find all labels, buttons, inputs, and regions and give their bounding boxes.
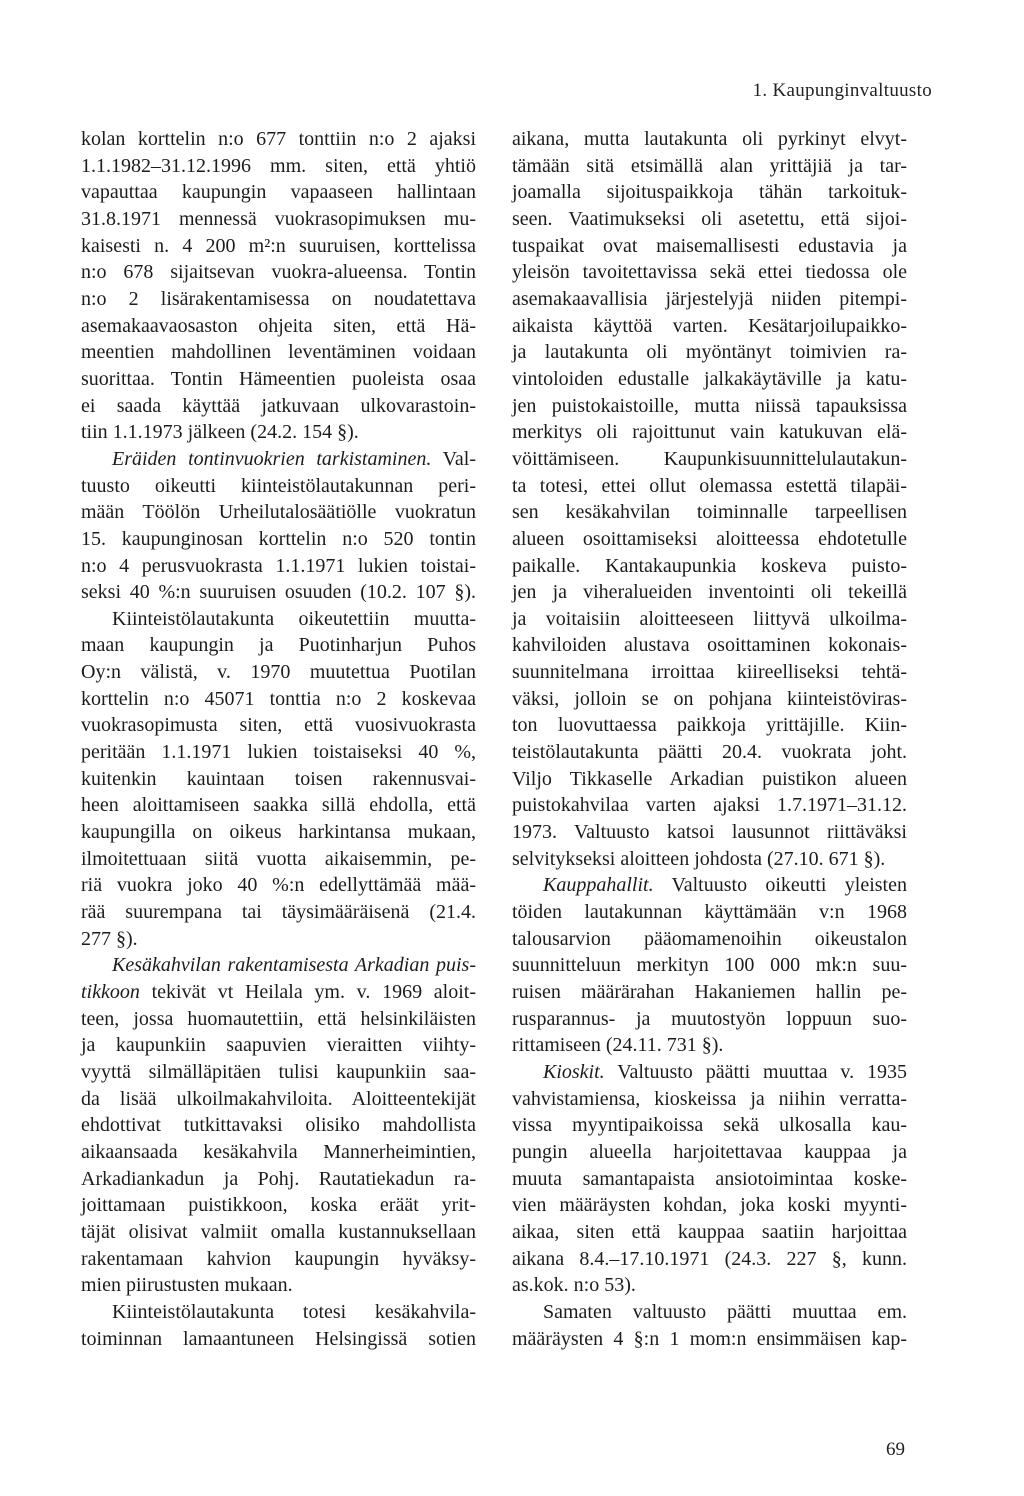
- section-heading-line: [512, 872, 907, 899]
- text-line: toiminnan lamaantuneen Helsingissä sotien: [81, 1327, 476, 1350]
- text-line: tämään sitä etsimällä alan yrittäjiä ja tar-: [512, 154, 907, 177]
- text-line: joittamaan puistikkoon, koska eräät yrit-: [81, 1194, 476, 1217]
- text-line: tuusto oikeutti kiinteistölautakunnan peri-: [81, 474, 476, 497]
- text-run: Val-: [431, 447, 476, 470]
- text-run: Valtuusto oikeutti yleisten: [653, 874, 907, 897]
- text-line: suorittaa. Tontin Hämeentien puoleista osaa: [81, 367, 476, 390]
- text-line: aikana, mutta lautakunta oli pyrkinyt elvyt-: [512, 128, 907, 150]
- text-line: meentien mahdollinen leventäminen voidaan: [81, 341, 476, 364]
- text-line: kahviloiden alustava osoittaminen kokonais-: [512, 634, 907, 657]
- right-column: [512, 126, 907, 1352]
- text-line: väksi, jolloin se on pohjana kiinteistöviras-: [512, 687, 907, 710]
- text-line: da lisää ulkoilmakahviloita. Aloitteentekijät: [81, 1087, 476, 1110]
- text-line: asemakaavaosaston ohjeita siten, että Hä-: [81, 314, 476, 337]
- text-line: n:o 2 lisärakentamisessa on noudatettava: [81, 287, 476, 310]
- section-heading: Kauppahallit.: [543, 874, 654, 897]
- text-line: aikaa, siten että kauppaa saatiin harjoittaa: [512, 1220, 907, 1243]
- text-line: vöittämiseen. Kaupunkisuunnittelulautakun-: [512, 447, 907, 470]
- text-line: muuta samantapaista ansiotoimintaa koske-: [512, 1167, 907, 1190]
- page-number: 69: [886, 1439, 905, 1460]
- text-line: seen. Vaatimukseksi oli asetettu, että sijoi-: [512, 207, 907, 230]
- text-line: yleisön tavoitettavissa sekä ettei tiedossa ole: [512, 261, 907, 284]
- text-line: joamalla sijoituspaikkoja tähän tarkoituk-: [512, 181, 907, 204]
- text-line: seksi 40 %:n suuruisen osuuden (10.2. 107 §).: [81, 581, 476, 604]
- text-line: vintoloiden edustalle jalkakäytäville ja katu-: [512, 367, 907, 390]
- text-line: mään Töölön Urheilutalosäätiölle vuokratun: [81, 501, 476, 524]
- text-line: tiin 1.1.1973 jälkeen (24.2. 154 §).: [81, 421, 359, 444]
- left-column: [81, 126, 476, 1352]
- text-line: aikaista käyttöä varten. Kesätarjoilupaikko-: [512, 314, 907, 337]
- text-line: sen kesäkahvilan toiminnalle tarpeellisen: [512, 501, 907, 524]
- section-heading: Kioskit.: [543, 1060, 605, 1083]
- text-line: teen, jossa huomautettiin, että helsinkiläisten: [81, 1007, 476, 1030]
- text-line: vapauttaa kaupungin vapaaseen hallintaan: [81, 181, 476, 204]
- text-line: tuspaikat ovat maisemallisesti edustavia ja: [512, 234, 907, 257]
- text-line: n:o 678 sijaitsevan vuokra-alueensa. Tontin: [81, 261, 476, 284]
- text-line: vien määräysten kohdan, joka koski myynti-: [512, 1194, 907, 1217]
- text-line: vuokrasopimusta siten, että vuosivuokrasta: [81, 714, 476, 737]
- text-line: ehdottivat tutkittavaksi olisiko mahdollista: [81, 1114, 476, 1137]
- section-heading-line: [81, 446, 476, 473]
- text-line: aikaansaada kesäkahvila Mannerheimintien,: [81, 1140, 476, 1163]
- text-line: rusparannus- ja muutostyön loppuun suo-: [512, 1007, 907, 1030]
- text-line: riä vuokra joko 40 %:n edellyttämää mää-: [81, 874, 476, 897]
- text-line: 1973. Valtuusto katsoi lausunnot riittäväksi: [512, 821, 907, 844]
- text-line: heen aloittamiseen saakka sillä ehdolla, että: [81, 794, 476, 817]
- text-line: 1.1.1982–31.12.1996 mm. siten, että yhtiö: [81, 154, 476, 177]
- text-line: Oy:n välistä, v. 1970 muutettua Puotilan: [81, 661, 476, 684]
- text-line: ruisen määrärahan Hakaniemen hallin pe-: [512, 981, 907, 1003]
- text-line: rakentamaan kahvion kaupungin hyväksy-: [81, 1247, 476, 1270]
- text-line: suunnitelmana irroittaa kiireelliseksi tehtä-: [512, 661, 907, 684]
- text-line: vahvistamiensa, kioskeissa ja niihin verratta-: [512, 1087, 907, 1110]
- text-line: peritään 1.1.1971 lukien toistaiseksi 40 %,: [81, 741, 476, 764]
- text-line: Samaten valtuusto päätti muuttaa em.: [543, 1300, 907, 1323]
- text-line: paikalle. Kantakaupunkia koskeva puisto-: [512, 554, 907, 577]
- text-line: määräysten 4 §:n 1 mom:n ensimmäisen kap-: [512, 1327, 907, 1350]
- text-line: täjät olisivat valmiit omalla kustannuksellaan: [81, 1220, 476, 1243]
- text-line: rittamiseen (24.11. 731 §).: [512, 1034, 724, 1057]
- text-line: selvitykseksi aloitteen johdosta (27.10. 671 §).: [512, 847, 886, 870]
- running-header: 1. Kaupunginvaltuusto: [752, 80, 932, 101]
- text-line: talousarvion pääomamenoihin oikeustalon: [512, 927, 907, 950]
- text-line: merkitys oli rajoittunut vain katukuvan elä-: [512, 421, 907, 444]
- text-line: asemakaavallisia järjestelyjä niiden pitempi-: [512, 287, 907, 310]
- text-line: ton luovuttaessa paikkoja yrittäjille. Kiin-: [512, 714, 907, 737]
- text-line: ja voitaisiin aloitteeseen liittyvä ulkoilma-: [512, 607, 907, 630]
- text-line: n:o 4 perusvuokrasta 1.1.1971 lukien toistai-: [81, 554, 476, 577]
- text-line: jen puistokaistoille, mutta niissä tapauksissa: [512, 394, 907, 417]
- text-line: alueen osoittamiseksi aloitteessa ehdotetulle: [512, 527, 907, 550]
- text-line: kaupungilla on oikeus harkintansa mukaan,: [81, 821, 476, 844]
- text-line: aikana 8.4.–17.10.1971 (24.3. 227 §, kunn.: [512, 1247, 907, 1270]
- section-heading: Kesäkahvilan rakentamisesta Arkadian puis-: [112, 954, 476, 977]
- text-line: töiden lautakunnan käyttämään v:n 1968: [512, 901, 907, 924]
- text-line: jen ja viheralueiden inventointi oli tekeillä: [512, 581, 907, 604]
- text-run: Valtuusto päätti muuttaa v. 1935: [604, 1060, 907, 1083]
- text-line: vissa myyntipaikoissa sekä ulkosalla kau-: [512, 1114, 907, 1137]
- text-line: rää suurempana tai täysimääräisenä (21.4.: [81, 901, 476, 924]
- text-line: 15. kaupunginosan korttelin n:o 520 tontin: [81, 527, 476, 550]
- text-line: 31.8.1971 mennessä vuokrasopimuksen mu-: [81, 207, 476, 230]
- text-line: teistölautakunta päätti 20.4. vuokrata joht.: [512, 741, 907, 764]
- text-line: korttelin n:o 45071 tonttia n:o 2 koskevaa: [81, 687, 476, 710]
- text-line: maan kaupungin ja Puotinharjun Puhos: [81, 634, 476, 657]
- text-line: ja kaupunkiin saapuvien vieraitten viihty-: [81, 1034, 476, 1057]
- text-line: vyyttä silmälläpitäen tulisi kaupunkiin saa-: [81, 1060, 476, 1083]
- text-line: ilmoitettuaan siitä vuotta aikaisemmin, pe-: [81, 847, 476, 870]
- section-heading: tikkoon: [81, 981, 140, 1003]
- section-heading-line: [512, 1059, 907, 1086]
- text-line: ta totesi, ettei ollut olemassa estettä tilapäi-: [512, 474, 907, 497]
- text-line: suunnitteluun merkityn 100 000 mk:n suu-: [512, 954, 907, 977]
- text-line: Arkadiankadun ja Pohj. Rautatiekadun ra-: [81, 1167, 476, 1190]
- text-line: ei saada käyttää jatkuvaan ulkovarastoin-: [81, 394, 476, 417]
- text-line: 277 §).: [81, 927, 138, 950]
- section-heading-line: [81, 979, 476, 1006]
- text-line: mien piirustusten mukaan.: [81, 1274, 293, 1297]
- text-run: tekivät vt Heilala ym. v. 1969 aloit-: [139, 981, 476, 1003]
- text-line: Viljo Tikkaselle Arkadian puistikon alueen: [512, 767, 907, 790]
- text-line: ja lautakunta oli myöntänyt toimivien ra-: [512, 341, 907, 364]
- text-line: puistokahvilaa varten ajaksi 1.7.1971–31.12.: [512, 794, 907, 817]
- text-line: pungin alueella harjoitettavaa kauppaa ja: [512, 1140, 907, 1163]
- text-line: kuitenkin kauintaan toisen rakennusvai-: [81, 767, 476, 790]
- section-heading: Eräiden tontinvuokrien tarkistaminen.: [112, 447, 432, 470]
- text-line: Kiinteistölautakunta totesi kesäkahvila-: [112, 1300, 476, 1323]
- text-line: kaisesti n. 4 200 m²:n suuruisen, korttelissa: [81, 234, 476, 257]
- text-line: as.kok. n:o 53).: [512, 1274, 636, 1297]
- text-line: kolan korttelin n:o 677 tonttiin n:o 2 ajaksi: [81, 128, 476, 150]
- text-line: Kiinteistölautakunta oikeutettiin muutta-: [112, 607, 476, 630]
